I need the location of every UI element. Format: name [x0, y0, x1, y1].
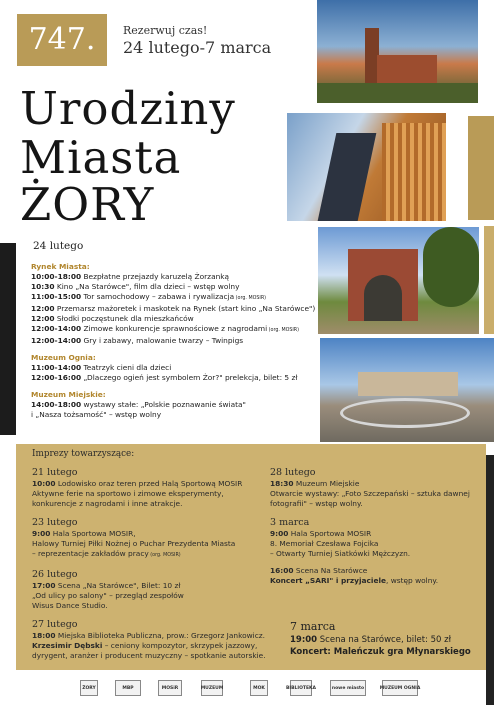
logo-zory-icon: ŻORY	[80, 680, 98, 696]
logo-biblioteka-icon: BIBLIOTEKA	[290, 680, 312, 696]
event-line	[32, 601, 262, 611]
black-side-bar	[0, 243, 16, 435]
final-event	[290, 619, 471, 658]
right-dark-band	[486, 455, 494, 705]
event-text: Lodowisko oraz teren przed Halą Sportową MOSIR	[55, 479, 243, 488]
event-line	[270, 576, 500, 586]
event-date: 23 lutego	[32, 517, 78, 528]
program-row	[31, 292, 314, 304]
program-row	[31, 400, 314, 410]
logo-muzeum-ognia-icon: MUZEUM OGNIA	[382, 680, 418, 696]
program-row	[31, 272, 314, 282]
program-time: 12:00-14:00	[31, 336, 82, 345]
logo-nowe-miasto-icon: nowe miasto	[330, 680, 366, 696]
event-item	[32, 516, 262, 561]
photo-town-square	[320, 338, 494, 442]
event-item	[32, 568, 262, 611]
event-bold: 9:00	[32, 529, 51, 538]
logo-mok-icon: MOK	[250, 680, 268, 696]
program-text: Zimowe konkurencje sprawnościowe z nagrodami	[81, 324, 268, 333]
event-text: Muzeum Miejskie	[293, 479, 360, 488]
photo-modern-building	[287, 113, 446, 221]
program-text: wystawy stałe: „Polskie poznawanie świata"	[81, 400, 246, 409]
event-text: Aktywne ferie na sportowo i zimowe eksperymenty,	[32, 489, 224, 498]
event-bold: Koncert „SARI" i przyjaciele	[270, 576, 386, 585]
program-text: Przemarsz mażoretek i maskotek na Rynek (start kino „Na Starówce")	[54, 304, 316, 313]
program-time: 11:00-14:00	[31, 363, 82, 372]
program-row	[31, 373, 314, 383]
gold-strip-decor	[484, 226, 494, 334]
program-section-title: Rynek Miasta:	[31, 262, 90, 271]
program-time: 12:00	[31, 304, 55, 313]
program-text: Kino „Na Starówce", film dla dzieci – wstęp wolny	[54, 282, 240, 291]
title-line-3: ŻORY	[20, 178, 155, 231]
event-text: – ceniony kompozytor, skrzypek jazzowy,	[102, 641, 258, 650]
event-date: 26 lutego	[32, 569, 78, 580]
title-line-2: Miasta	[20, 131, 182, 184]
event-line	[270, 549, 500, 559]
program-row	[31, 363, 314, 373]
event-bold: 10:00	[32, 479, 56, 488]
program-note: (org. MOSIR)	[234, 296, 267, 301]
event-text: Hala Sportowa MOSIR,	[50, 529, 136, 538]
program-note: (org. MOSIR)	[267, 328, 300, 333]
logo-muzeum-miejskie-icon: MUZEUM	[201, 680, 223, 696]
event-text: 8. Memoriał Czesława Fojcika	[270, 539, 379, 548]
title-line-1: Urodziny	[20, 82, 236, 135]
events-left-column	[32, 466, 266, 668]
edition-badge: 747.	[17, 14, 107, 66]
event-text: Scena Na Starówce	[293, 566, 368, 575]
events-right-column	[270, 466, 500, 593]
event-note: (org. MOSIR)	[148, 553, 181, 558]
program-text: „Dlaczego ogień jest symbolem Żor?" prelekcja, bilet: 5 zł	[81, 373, 298, 382]
program-section-title: Muzeum Ognia:	[31, 353, 96, 362]
event-text: Miejska Biblioteka Publiczna, prow.: Grzegorz Jankowicz.	[55, 631, 266, 640]
program-row	[31, 304, 314, 314]
event-line	[270, 539, 500, 549]
program-row	[31, 410, 314, 420]
final-event-venue: Scena na Starówce, bilet: 50 zł	[317, 635, 452, 645]
event-line	[32, 529, 262, 539]
event-bold: 18:00	[32, 631, 56, 640]
program-row	[31, 324, 314, 336]
program-text: Bezpłatne przejazdy karuzelą Żorzanką	[81, 272, 230, 281]
event-line	[270, 479, 500, 489]
program-day: 24 lutego	[33, 240, 84, 252]
program-row	[31, 282, 314, 292]
event-line	[32, 591, 262, 601]
logo-mbp-icon: MBP	[115, 680, 141, 696]
event-line	[270, 489, 500, 499]
logo-mosir-icon: MOSiR	[158, 680, 182, 696]
event-text: Halowy Turniej Piłki Nożnej o Puchar Prezydenta Miasta	[32, 539, 236, 548]
event-item	[270, 466, 500, 509]
program-row	[31, 336, 314, 346]
event-line	[270, 499, 500, 509]
event-dates: 24 lutego-7 marca	[123, 38, 272, 57]
event-text: fotografii" – wstęp wolny.	[270, 499, 363, 508]
gold-block-decor	[468, 116, 494, 220]
event-date: 27 lutego	[32, 619, 78, 630]
event-item	[270, 566, 500, 586]
event-text: Scena „Na Starówce", Bilet: 10 zł	[55, 581, 181, 590]
event-text: Hala Sportowa MOSIR	[288, 529, 372, 538]
event-text: „Od ulicy po salony" – przegląd zespołów	[32, 591, 184, 600]
program-time: 12:00-14:00	[31, 324, 82, 333]
event-date: 28 lutego	[270, 467, 316, 478]
photo-brick-gate	[318, 227, 479, 334]
program-text: Tor samochodowy – zabawa i rywalizacja	[81, 292, 235, 301]
event-date: 21 lutego	[32, 467, 78, 478]
event-line	[32, 489, 262, 499]
event-item	[270, 516, 500, 559]
event-text: Wisus Dance Studio.	[32, 601, 108, 610]
program-time: 12:00-16:00	[31, 373, 82, 382]
event-bold: 9:00	[270, 529, 289, 538]
reserve-text: Rezerwuj czas!	[123, 24, 208, 37]
final-event-title: Koncert: Maleńczuk gra Młynarskiego	[290, 647, 471, 657]
event-line	[270, 529, 500, 539]
program-list	[31, 262, 314, 420]
event-bold: 18:30	[270, 479, 294, 488]
program-text: Teatrzyk cieni dla dzieci	[81, 363, 172, 372]
event-bold: 16:00	[270, 566, 294, 575]
program-text: Gry i zabawy, malowanie twarzy – Twinpigs	[81, 336, 244, 345]
program-time: 14:00-18:00	[31, 400, 82, 409]
event-text: dyrygent, aranżer i producent muzyczny – spotkanie autorskie.	[32, 651, 266, 660]
program-row	[31, 314, 314, 324]
event-text: – Otwarty Turniej Siatkówki Mężczyzn.	[270, 549, 411, 558]
events-heading: Imprezy towarzyszące:	[32, 449, 135, 459]
photo-church-aerial	[317, 0, 478, 103]
event-item	[32, 466, 262, 509]
event-bold: Krzesimir Dębski	[32, 641, 103, 650]
program-time: 10:00-18:00	[31, 272, 82, 281]
event-text: Otwarcie wystawy: „Foto Szczepański – sztuka dawnej	[270, 489, 470, 498]
event-line	[32, 651, 266, 661]
event-line	[32, 641, 262, 651]
program-time: 11:00-15:00	[31, 292, 82, 301]
event-bold: 17:00	[32, 581, 56, 590]
event-date: 3 marca	[270, 517, 310, 528]
program-text: i „Nasza tożsamość" – wstęp wolny	[31, 410, 162, 419]
program-section-title: Muzeum Miejskie:	[31, 390, 106, 399]
event-line	[32, 549, 262, 561]
event-line	[32, 581, 262, 591]
final-event-time: 19:00	[290, 635, 318, 645]
event-line	[270, 566, 500, 576]
event-text: , wstęp wolny.	[386, 576, 439, 585]
program-text: Słodki poczęstunek dla mieszkańców	[54, 314, 194, 323]
event-text: konkurencje z nagrodami i inne atrakcje.	[32, 499, 183, 508]
event-line	[32, 499, 262, 509]
event-line	[32, 631, 266, 641]
final-event-date: 7 marca	[290, 620, 336, 633]
event-text: – reprezentacje zakładów pracy	[32, 549, 149, 558]
program-time: 10:30	[31, 282, 55, 291]
event-item	[32, 618, 266, 661]
program-time: 12:00	[31, 314, 55, 323]
event-line	[32, 539, 262, 549]
event-line	[32, 479, 262, 489]
